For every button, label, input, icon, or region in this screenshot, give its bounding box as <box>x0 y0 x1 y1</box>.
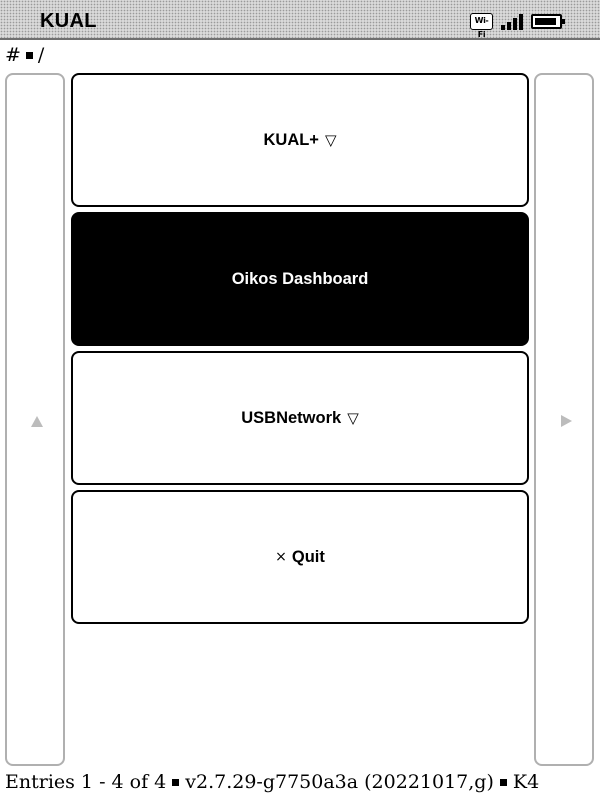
menu-item-label: USBNetwork <box>241 408 342 427</box>
app-title: KUAL <box>40 10 97 32</box>
status-icons <box>470 10 562 39</box>
close-x-icon: × <box>275 549 287 565</box>
submenu-triangle-icon: ▽ <box>347 409 359 427</box>
menu-item-label: KUAL+ <box>263 130 319 149</box>
device-model: K4 <box>512 771 540 793</box>
menu-item-quit[interactable] <box>71 490 529 624</box>
menu-item-label: Oikos Dashboard <box>231 269 369 288</box>
signal-icon <box>501 13 523 30</box>
menu-item-kual-plus[interactable] <box>71 73 529 207</box>
wifi-icon: Wi-Fi <box>470 13 493 30</box>
submenu-triangle-icon: ▽ <box>324 131 337 149</box>
arrow-right-icon <box>561 415 572 427</box>
separator-square-icon <box>172 779 179 786</box>
entries-count: Entries 1 - 4 of 4 <box>5 771 167 793</box>
signal-bar <box>513 18 517 30</box>
breadcrumb-root[interactable]: # <box>5 44 21 66</box>
signal-bar <box>519 14 523 30</box>
arrow-up-icon <box>31 416 43 427</box>
menu-item-label: Quit <box>291 547 325 566</box>
status-bar <box>0 0 600 40</box>
signal-bar <box>507 22 511 30</box>
next-page-button[interactable] <box>534 73 594 766</box>
breadcrumb-path: / <box>37 44 45 66</box>
breadcrumb <box>5 42 44 68</box>
battery-nub <box>562 19 565 24</box>
menu-item-oikos-dashboard[interactable] <box>71 212 529 346</box>
previous-page-button[interactable] <box>5 73 65 766</box>
version-info: v2.7.29-g7750a3a (20221017,g) <box>185 771 494 793</box>
menu-item-usbnetwork[interactable] <box>71 351 529 485</box>
footer-status <box>5 768 539 796</box>
separator-square-icon <box>26 52 33 59</box>
battery-icon <box>531 14 562 29</box>
signal-bar <box>501 25 505 30</box>
battery-fill <box>535 18 556 25</box>
separator-square-icon <box>500 779 507 786</box>
